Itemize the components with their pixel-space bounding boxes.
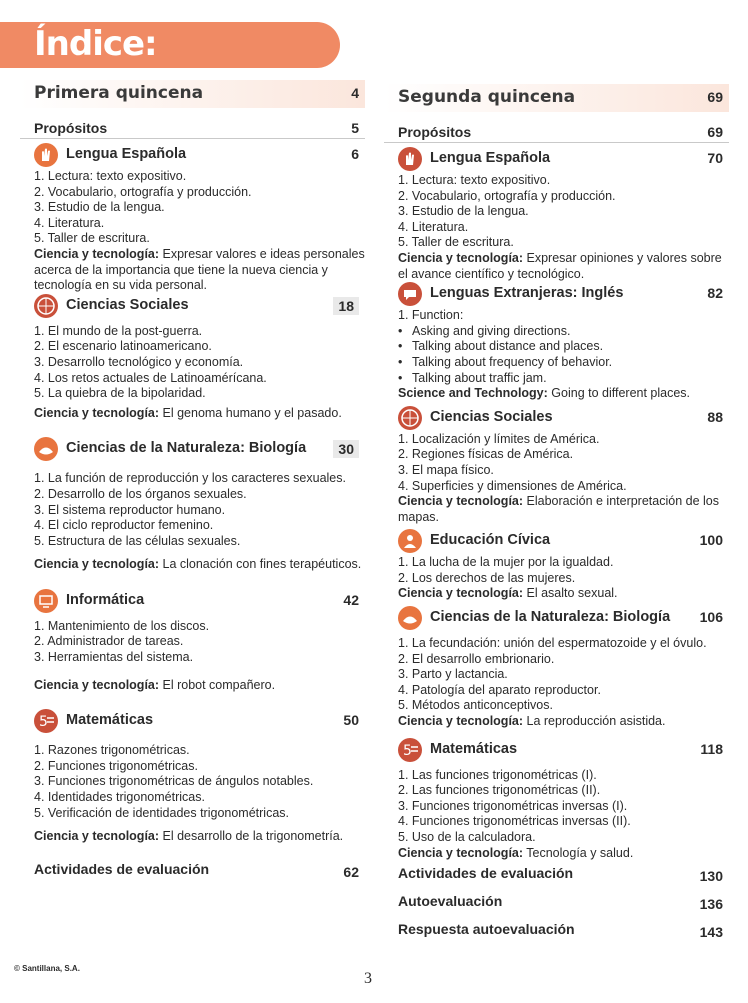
ciencia-tecnologia: Ciencia y tecnología: El desarrollo de la trigonometría. — [34, 829, 344, 844]
list-item: 3. El mapa físico. — [398, 462, 494, 477]
list-item: 1. Lectura: texto expositivo. — [398, 173, 551, 187]
list-item: 3. Estudio de la lengua. — [34, 200, 165, 215]
list-item: 4. Superficies y dimensiones de América. — [398, 478, 627, 493]
page-ref: 6 — [351, 146, 359, 162]
section-matematicas[interactable] — [384, 738, 729, 764]
copyright: © Santillana, S.A. — [14, 964, 80, 973]
section-lengua-espanola[interactable] — [20, 143, 365, 169]
page-ref: 143 — [699, 924, 723, 941]
section-title: Matemáticas — [430, 740, 518, 757]
topic-list — [384, 636, 729, 714]
respuesta-row[interactable] — [384, 921, 729, 945]
page-ref: 30 — [333, 440, 359, 458]
list-item: 3. Funciones trigonométricas inversas (I). — [398, 798, 628, 813]
civic-icon — [398, 529, 422, 553]
section-title: Ciencias Sociales — [430, 408, 553, 425]
list-item: 1. La fecundación: unión del espermatozoide y el óvulo. — [398, 636, 707, 651]
ciencia-tecnologia: Ciencia y tecnología: Elaboración e interpretación de los mapas. — [398, 494, 719, 524]
page-ref: 62 — [343, 863, 359, 880]
speech-icon — [398, 282, 422, 306]
page-ref: 136 — [699, 896, 723, 913]
page-ref: 82 — [707, 285, 723, 302]
page-title: Índice: — [34, 24, 157, 64]
title-banner — [0, 22, 340, 68]
propositos-label: Propósitos — [34, 120, 108, 136]
section-title: Lengua Española — [430, 150, 551, 166]
section-title: Lenguas Extranjeras: Inglés — [430, 285, 624, 302]
section-biologia[interactable] — [384, 606, 729, 632]
topic-list — [384, 173, 729, 251]
list-item: 5. Estructura de las células sexuales. — [34, 533, 241, 548]
section-title: Educación Cívica — [430, 532, 551, 549]
respuesta-label: Respuesta autoevaluación — [398, 921, 575, 938]
list-item: 4. Los retos actuales de Latinoamérícana. — [34, 370, 267, 385]
list-item: • Talking about frequency of behavior. — [398, 355, 729, 371]
topic-list — [384, 308, 729, 324]
page-ref: 42 — [343, 591, 359, 608]
section-ciencias-sociales[interactable] — [384, 406, 729, 432]
page-ref: 69 — [707, 89, 723, 105]
list-item: 4. Identidades trigonométricas. — [34, 790, 205, 805]
section-ingles[interactable] — [384, 282, 729, 308]
list-item: 2. Administrador de tareas. — [34, 634, 184, 649]
section-ciencias-sociales[interactable] — [20, 294, 365, 320]
list-item: 4. Patología del aparato reproductor. — [398, 682, 601, 697]
list-item: 5. Verificación de identidades trigonométricas. — [34, 805, 290, 820]
list-item: 5. Taller de escritura. — [34, 231, 150, 246]
hand-icon — [398, 147, 422, 171]
globe-icon — [34, 294, 58, 318]
list-item: 1. Las funciones trigonométricas (I). — [398, 767, 597, 782]
list-item: 5. Taller de escritura. — [398, 235, 514, 250]
actividades-label: Actividades de evaluación — [34, 860, 210, 877]
list-item: 3. Desarrollo tecnológico y economía. — [34, 354, 244, 369]
topic-list — [20, 169, 365, 247]
topic-list — [20, 619, 365, 666]
list-item: 3. Herramientas del sistema. — [34, 650, 194, 665]
actividades-row[interactable] — [20, 861, 365, 885]
list-item: 1. La lucha de la mujer por la igualdad. — [398, 555, 614, 570]
list-item: 3. Funciones trigonométricas de ángulos notables. — [34, 774, 314, 789]
list-item: 1. Lectura: texto expositivo. — [34, 169, 187, 183]
divider — [20, 138, 365, 139]
list-item: 2. El escenario latinoamericano. — [34, 339, 212, 354]
topic-list — [384, 432, 729, 494]
list-item: 1. Localización y límites de América. — [398, 431, 600, 446]
list-item: 2. Los derechos de las mujeres. — [398, 570, 576, 585]
ciencia-tecnologia: Ciencia y tecnología: La reproducción asistida. — [398, 714, 666, 729]
list-item: • Talking about distance and places. — [398, 339, 729, 355]
ciencia-tecnologia: Ciencia y tecnología: El asalto sexual. — [398, 586, 618, 601]
page-ref: 118 — [700, 740, 723, 757]
section-biologia[interactable] — [20, 437, 365, 463]
ciencia-tecnologia: Ciencia y tecnología: El genoma humano y el pasado. — [34, 405, 342, 420]
hand-icon — [34, 143, 58, 167]
propositos-row[interactable] — [384, 124, 729, 143]
page-ref: 18 — [333, 297, 359, 315]
section-title: Informática — [66, 591, 145, 608]
math-icon — [34, 709, 58, 733]
list-item: 2. Vocabulario, ortografía y producción. — [398, 188, 616, 203]
section-educacion-civica[interactable] — [384, 529, 729, 555]
quincena-header[interactable] — [20, 80, 365, 108]
topic-list — [384, 555, 729, 586]
section-matematicas[interactable] — [20, 709, 365, 735]
section-informatica[interactable] — [20, 589, 365, 615]
list-item: 2. Vocabulario, ortografía y producción. — [34, 184, 252, 199]
section-title: Ciencias de la Naturaleza: Biología — [66, 440, 307, 457]
list-item: 2. Funciones trigonométricas. — [34, 758, 198, 773]
section-title: Ciencias de la Naturaleza: Biología — [430, 609, 671, 626]
propositos-label: Propósitos — [398, 124, 472, 140]
list-item: 2. Las funciones trigonométricas (II). — [398, 783, 601, 798]
section-title: Lengua Española — [66, 146, 187, 162]
quincena-title: Primera quincena — [34, 83, 204, 103]
actividades-row[interactable] — [384, 865, 729, 889]
propositos-row[interactable] — [20, 120, 365, 139]
page-ref: 50 — [343, 712, 359, 729]
right-column — [384, 84, 729, 945]
list-item: 2. Regiones físicas de América. — [398, 447, 574, 462]
section-title: Ciencias Sociales — [66, 296, 189, 313]
computer-icon — [34, 589, 58, 613]
page-ref: 69 — [707, 124, 723, 140]
page-ref: 5 — [351, 120, 359, 136]
svg-text:5: 5 — [39, 714, 48, 731]
bullet-list — [384, 324, 729, 386]
ciencia-tecnologia: Ciencia y tecnología: Expresar valores e ideas personales acerca de la importancia que tiene la nueva ciencia y tecnología en su vida personal. — [34, 246, 365, 293]
math-icon — [398, 738, 422, 762]
list-item: 4. El ciclo reproductor femenino. — [34, 518, 214, 533]
page-number: 3 — [364, 970, 372, 987]
actividades-label: Actividades de evaluación — [398, 865, 574, 882]
list-item: 5. Uso de la calculadora. — [398, 830, 536, 844]
list-item: 4. Literatura. — [34, 215, 105, 230]
nature-icon — [34, 437, 58, 461]
divider — [384, 142, 729, 143]
list-item: 1. Razones trigonométricas. — [34, 743, 190, 758]
page-ref: 88 — [707, 408, 723, 425]
list-item: 1. Function: — [398, 308, 464, 323]
list-item: 3. Parto y lactancia. — [398, 667, 508, 682]
list-item: 1. El mundo de la post-guerra. — [34, 323, 203, 338]
page-ref: 70 — [707, 150, 723, 166]
topic-list — [20, 324, 365, 402]
autoevaluacion-row[interactable] — [384, 893, 729, 917]
list-item: 4. Literatura. — [398, 219, 469, 234]
list-item: 3. El sistema reproductor humano. — [34, 502, 226, 517]
list-item: 2. Desarrollo de los órganos sexuales. — [34, 486, 247, 501]
svg-text:5: 5 — [403, 742, 412, 759]
quincena-title: Segunda quincena — [398, 87, 576, 107]
topic-list — [384, 768, 729, 846]
list-item: • Asking and giving directions. — [398, 324, 729, 340]
ciencia-tecnologia: Ciencia y tecnología: Tecnología y salud. — [398, 845, 634, 860]
section-title: Matemáticas — [66, 712, 154, 729]
globe-icon — [398, 406, 422, 430]
list-item: 1. Mantenimiento de los discos. — [34, 618, 210, 633]
page-ref: 100 — [699, 532, 723, 549]
list-item: 5. Métodos anticonceptivos. — [398, 698, 553, 713]
left-column — [20, 80, 365, 885]
ciencia-tecnologia: Ciencia y tecnología: El robot compañero. — [34, 677, 276, 692]
section-lengua-espanola[interactable] — [384, 147, 729, 173]
list-item: 2. El desarrollo embrionario. — [398, 651, 555, 666]
page-ref: 130 — [699, 868, 723, 885]
list-item: 5. La quiebra de la bipolaridad. — [34, 386, 206, 401]
ciencia-tecnologia: Science and Technology: Going to different places. — [398, 386, 691, 401]
list-item: 4. Funciones trigonométricas inversas (II). — [398, 814, 631, 829]
page-ref: 4 — [351, 85, 359, 101]
ciencia-tecnologia: Ciencia y tecnología: Expresar opiniones y valores sobre el avance científico y tecnológico. — [398, 250, 722, 281]
autoevaluacion-label: Autoevaluación — [398, 893, 503, 910]
list-item: • Talking about traffic jam. — [398, 371, 729, 387]
list-item: 3. Estudio de la lengua. — [398, 204, 529, 219]
nature-icon — [398, 606, 422, 630]
quincena-header[interactable] — [384, 84, 729, 112]
topic-list — [20, 471, 365, 549]
topic-list — [20, 743, 365, 821]
page-ref: 106 — [699, 609, 723, 626]
ciencia-tecnologia: Ciencia y tecnología: La clonación con fines terapéuticos. — [34, 557, 362, 572]
list-item: 1. La función de reproducción y los caracteres sexuales. — [34, 471, 346, 486]
